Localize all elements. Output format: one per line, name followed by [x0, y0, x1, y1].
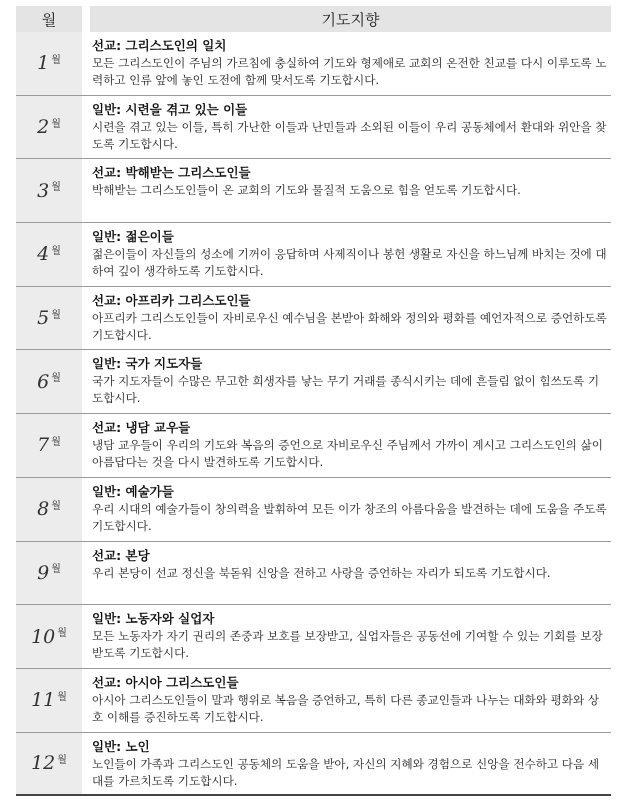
month-suffix: 월 — [57, 628, 67, 640]
month-number: 9 — [37, 561, 50, 584]
intention-title: 일반: 젊은이들 — [92, 229, 174, 245]
table-row — [16, 669, 611, 733]
intention-cell — [90, 542, 611, 605]
intention-cell — [90, 605, 611, 668]
intention-cell — [90, 287, 611, 350]
month-column-header: 월 — [16, 6, 82, 32]
intention-title: 일반: 노인 — [92, 738, 150, 754]
intention-cell — [90, 478, 611, 541]
intention-title: 선교: 아시아 그리스도인들 — [92, 674, 239, 690]
table-row — [16, 287, 611, 351]
table-row — [16, 605, 611, 669]
intention-text: 박해받는 그리스도인들이 온 교회의 기도와 물질적 도움으로 힘을 얻도록 기도합시다. — [92, 183, 521, 198]
month-suffix: 월 — [51, 54, 61, 66]
month-suffix: 월 — [51, 436, 61, 448]
intention-text: 우리 본당이 선교 정신을 북돋워 신앙을 전하고 사랑을 증언하는 자리가 되도록 기도합시다. — [92, 565, 551, 580]
month-suffix: 월 — [51, 564, 61, 576]
intention-title: 일반: 노동자와 실업자 — [92, 611, 215, 627]
month-suffix: 월 — [51, 118, 61, 130]
month-cell — [16, 478, 82, 541]
month-number: 7 — [37, 434, 50, 457]
month-cell — [16, 287, 82, 350]
month-cell — [16, 733, 82, 795]
month-cell — [16, 669, 82, 732]
intention-text: 모든 노동자가 자기 권리의 존중과 보호를 보장받고, 실업자들은 공동선에 기여할 수 있는 기회를 보장받도록 기도합시다. — [92, 629, 603, 661]
month-cell — [16, 542, 82, 605]
month-number: 10 — [31, 625, 56, 648]
intention-title: 선교: 박해받는 그리스도인들 — [92, 165, 251, 181]
table-row — [16, 350, 611, 414]
month-cell — [16, 350, 82, 413]
month-suffix: 월 — [51, 182, 61, 194]
intention-text: 시련을 겪고 있는 이들, 특히 가난한 이들과 난민들과 소외된 이들이 우리 공동체에서 환대와 위안을 찾도록 기도합시다. — [92, 119, 607, 151]
intention-title: 선교: 냉담 교우들 — [92, 420, 191, 436]
table-row — [16, 478, 611, 542]
month-suffix: 월 — [51, 373, 61, 385]
month-number: 1 — [37, 52, 50, 75]
intention-title: 일반: 국가 지도자들 — [92, 356, 203, 372]
intention-cell — [90, 159, 611, 222]
table-row — [16, 32, 611, 96]
month-suffix: 월 — [57, 691, 67, 703]
table-row — [16, 733, 611, 797]
intention-text: 젊은이들이 자신들의 성소에 기꺼이 응답하며 사제직이나 봉헌 생활로 자신을 하느님께 바치는 것에 대하여 깊이 생각하도록 기도합시다. — [92, 247, 607, 279]
table-row — [16, 223, 611, 287]
intention-title: 선교: 본당 — [92, 547, 150, 563]
month-cell — [16, 605, 82, 668]
month-suffix: 월 — [57, 754, 67, 766]
month-number: 12 — [31, 752, 56, 775]
month-cell — [16, 159, 82, 222]
intention-cell — [90, 32, 611, 95]
month-number: 5 — [37, 307, 50, 330]
month-cell — [16, 32, 82, 95]
intention-text: 노인들이 가족과 그리스도인 공동체의 도움을 받아, 자신의 지혜와 경험으로 신앙을 전수하고 다음 세대를 가르치도록 기도합시다. — [92, 756, 600, 788]
intention-text: 아프리카 그리스도인들이 자비로우신 예수님을 본받아 화해와 정의와 평화를 예언자적으로 증언하도록 기도합시다. — [92, 310, 607, 342]
month-cell — [16, 96, 82, 159]
month-suffix: 월 — [51, 309, 61, 321]
intention-cell — [90, 96, 611, 159]
table-body — [16, 32, 611, 796]
month-number: 4 — [37, 243, 50, 266]
intention-title: 선교: 그리스도인의 일치 — [92, 38, 227, 53]
intention-cell — [90, 414, 611, 477]
intention-cell — [90, 350, 611, 413]
table-row — [16, 414, 611, 478]
table-row — [16, 542, 611, 606]
intention-text: 아시아 그리스도인들이 말과 행위로 복음을 증언하고, 특히 다른 종교인들과 나누는 대화와 평화와 상호 이해를 증진하도록 기도합시다. — [92, 692, 600, 724]
intention-cell — [90, 223, 611, 286]
topic-column-header: 기도지향 — [90, 6, 611, 32]
intention-title: 선교: 아프리카 그리스도인들 — [92, 292, 251, 308]
month-cell — [16, 414, 82, 477]
month-number: 11 — [31, 689, 56, 712]
intention-text: 냉담 교우들이 우리의 기도와 복음의 증언으로 자비로우신 주님께서 가까이 계시고 그리스도인의 삶이 아름답다는 것을 다시 발견하도록 기도합시다. — [92, 438, 603, 470]
intention-cell — [90, 733, 611, 795]
month-number: 2 — [37, 116, 50, 139]
intention-cell — [90, 669, 611, 732]
month-number: 8 — [37, 498, 50, 521]
month-number: 6 — [37, 370, 50, 393]
month-number: 3 — [37, 179, 50, 202]
intention-text: 모든 그리스도인이 주님의 가르침에 충실하여 기도와 형제애로 교회의 온전한 친교를 다시 이루도록 노력하고 인류 앞에 놓인 도전에 함께 맞서도록 기도합시다. — [92, 56, 607, 87]
month-cell — [16, 223, 82, 286]
table-row — [16, 159, 611, 223]
intention-title: 일반: 시련을 겪고 있는 이들 — [92, 101, 248, 117]
intention-title: 일반: 예술가들 — [92, 483, 174, 499]
month-suffix: 월 — [51, 245, 61, 257]
table-row — [16, 96, 611, 160]
intention-text: 국가 지도자들이 수많은 무고한 희생자를 낳는 무기 거래를 종식시키는 데에 흔들림 없이 힘쓰도록 기도합시다. — [92, 374, 600, 406]
month-suffix: 월 — [51, 500, 61, 512]
intention-text: 우리 시대의 예술가들이 창의력을 발휘하여 모든 이가 창조의 아름다움을 발견하는 데에 도움을 주도록 기도합시다. — [92, 501, 607, 533]
